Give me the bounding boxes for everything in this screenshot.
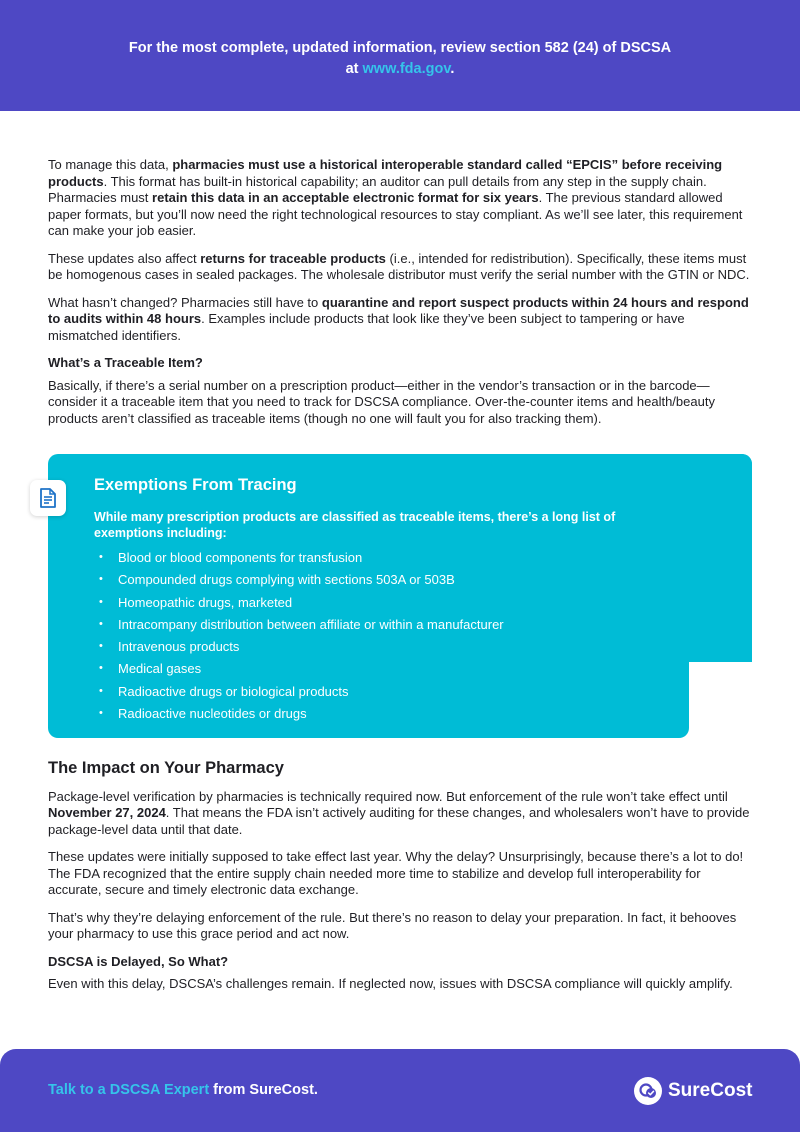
impact-paragraph-2: These updates were initially supposed to take effect last year. Why the delay? Unsurprisingly, because there’s a lot to do! The FDA recognized that the entire supply chain needed more time to stabilize and develop full interoperability for accurate, secure and timely electronic data exchange. <box>48 849 744 897</box>
intro-section <box>48 157 754 438</box>
list-item: • Intravenous products <box>94 638 674 660</box>
top-banner <box>0 0 800 111</box>
callout-intro: While many prescription products are classified as traceable items, there’s a long list of exemptions including: <box>94 510 616 540</box>
footer-banner <box>0 1049 800 1132</box>
delay-heading: DSCSA is Delayed, So What? <box>48 953 229 969</box>
fda-link[interactable]: www.fda.gov <box>362 61 451 77</box>
list-item: • Blood or blood components for transfusion <box>94 549 674 571</box>
brand-name: SureCost <box>668 1080 753 1101</box>
surecost-logo-icon <box>634 1077 662 1105</box>
callout-title: Exemptions From Tracing <box>94 476 297 494</box>
document-icon <box>30 480 66 516</box>
list-item: • Medical gases <box>94 660 674 682</box>
intro-paragraph-1: To manage this data, pharmacies must use a historical interoperable standard called “EPCIS” before receiving products. This format has built-in historical capability; an auditor can pull details from any step in the supply chain. Pharmacies must retain this data in an acceptable electronic format for six years. The previous standard allowed paper formats, but you’ll now need the right technological resources to stay compliant. As we’ll see later, this requirement can make your job easier. <box>48 157 743 238</box>
expert-link[interactable]: Talk to a DSCSA Expert <box>48 1082 210 1098</box>
impact-paragraph-3: That’s why they’re delaying enforcement of the rule. But there’s no reason to delay your preparation. In fact, it behooves your pharmacy to use this grace period and act now. <box>48 909 737 941</box>
intro-paragraph-2: These updates also affect returns for traceable products (i.e., intended for redistribution). Specifically, these items must be homogenous cases in sealed packages. The wholesale distributor must verify the serial number with the GTIN or NDC. <box>48 250 750 282</box>
banner-line-2: at www.fda.gov. <box>345 61 455 77</box>
exemptions-callout <box>48 454 752 738</box>
impact-section <box>48 760 754 1004</box>
traceable-item-heading: What’s a Traceable Item? <box>48 355 203 370</box>
exemptions-list <box>94 549 674 727</box>
list-item: • Homeopathic drugs, marketed <box>94 594 674 616</box>
list-item: • Compounded drugs complying with sections 503A or 503B <box>94 571 674 593</box>
banner-line-1: For the most complete, updated information, review section 582 (24) of DSCSA <box>128 40 672 56</box>
impact-paragraph-1: Package-level verification by pharmacies is technically required now. But enforcement of the rule won’t take effect until November 27, 2024. That means the FDA isn’t actively auditing for these changes, and wholesalers won’t have to provide package-level data until that date. <box>48 788 750 837</box>
impact-paragraph-4: Even with this delay, DSCSA’s challenges remain. If neglected now, issues with DSCSA compliance will quickly amplify. <box>48 976 733 991</box>
intro-paragraph-3: What hasn’t changed? Pharmacies still have to quarantine and report suspect products within 24 hours and respond to audits within 48 hours. Examples include products that look like they’ve been subject to tampering or have mismatched identifiers. <box>48 294 749 343</box>
brand-logo <box>634 1076 752 1106</box>
list-item: • Intracompany distribution between affiliate or within a manufacturer <box>94 616 674 638</box>
list-item: • Radioactive drugs or biological products <box>94 683 674 705</box>
impact-title: The Impact on Your Pharmacy <box>48 759 284 777</box>
list-item: • Radioactive nucleotides or drugs <box>94 705 674 727</box>
intro-paragraph-4: Basically, if there’s a serial number on a prescription product—either in the vendor’s transaction or in the barcode—consider it a traceable item that you need to track for DSCSA compliance. Over-the-counter items and health/beauty products aren’t classified as traceable items (though no one will fault you for also tracking them). <box>48 377 715 426</box>
footer-cta: Talk to a DSCSA Expert from SureCost. <box>48 1082 318 1098</box>
